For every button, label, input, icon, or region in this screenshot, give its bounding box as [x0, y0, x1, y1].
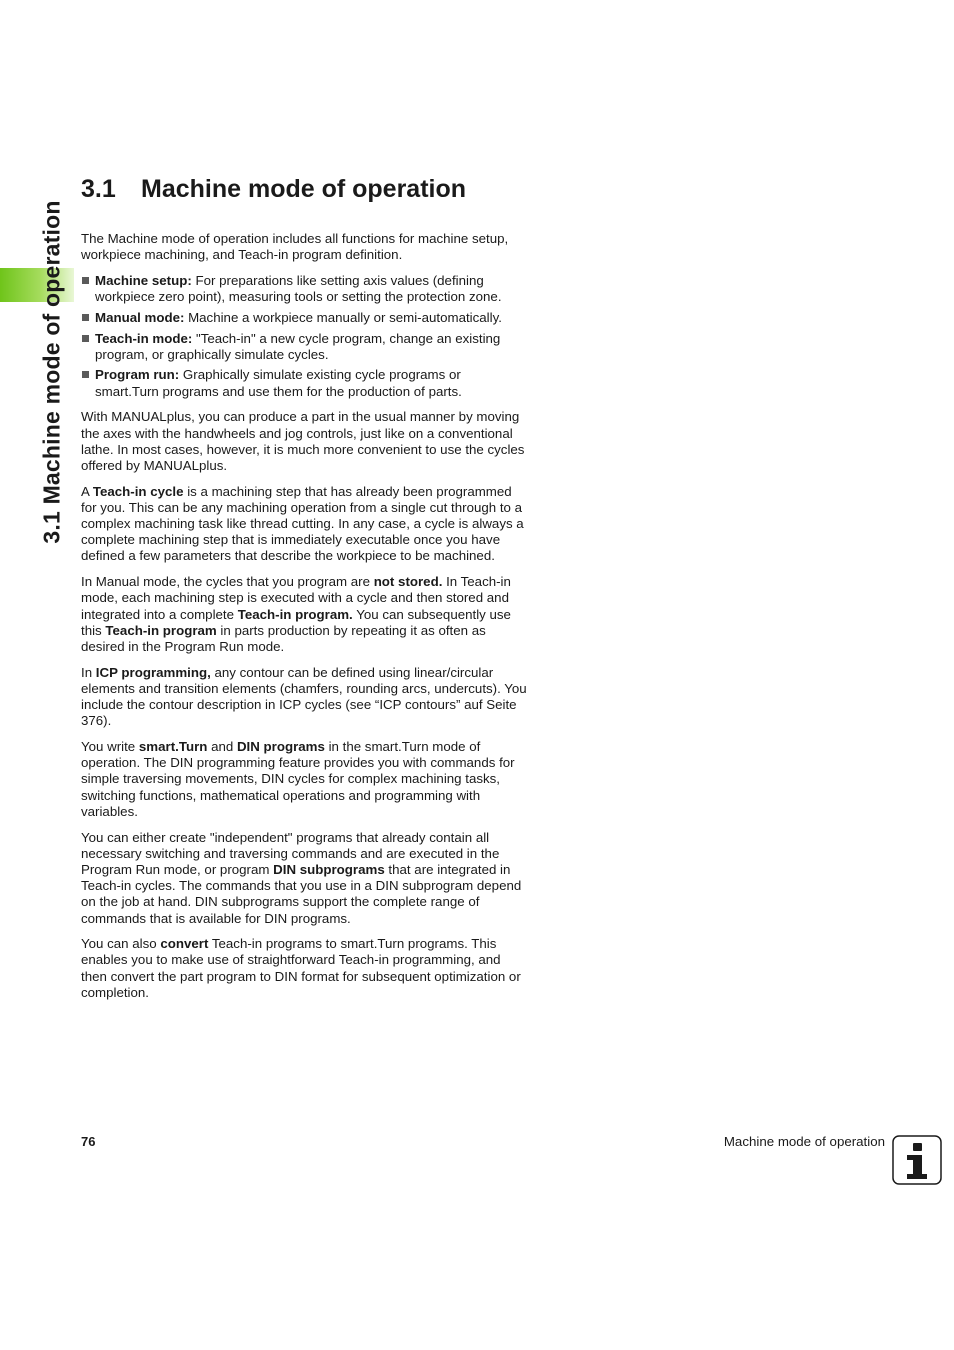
text-run: A — [81, 483, 93, 499]
square-bullet-icon — [82, 371, 89, 378]
footer-section-title: Machine mode of operation — [723, 1134, 885, 1149]
list-item-text: Machine a workpiece manually or semi-automatically. — [184, 309, 502, 325]
square-bullet-icon — [82, 277, 89, 284]
bold-term: DIN subprograms — [273, 861, 385, 877]
text-run: in parts production by repeating it as often as desired in the Program Run mode. — [81, 622, 486, 654]
list-item-label: Program run: — [95, 367, 180, 383]
paragraph-smart-turn — [81, 739, 527, 820]
paragraph-convert — [81, 936, 527, 1001]
section-number: 3.1 — [81, 175, 116, 203]
text-run: in the smart.Turn mode of operation. The DIN programming feature provides you with commands for simple traversing movements, DIN cycles for complex machining tasks, switching functions, mathematical operations and programming with variables. — [81, 738, 515, 819]
text-run: that are integrated in Teach-in cycles. The commands that you use in a DIN subprogram depend on the job at hand. DIN subprograms support the complete range of commands that is available for DIN programs. — [81, 861, 522, 926]
list-item-text: "Teach-in" a new cycle program, change an existing program, or graphically simulate cycles. — [95, 330, 501, 362]
list-item-program-run — [81, 367, 527, 399]
list-item-teach-in-mode — [81, 331, 527, 363]
paragraph-not-stored — [81, 574, 527, 655]
text-run: any contour can be defined using linear/circular elements and transition elements (chamfers, rounding arcs, undercuts). You include the contour description in ICP cycles (see “ICP contours” auf Seite 376). — [81, 664, 527, 729]
list-item-label: Machine setup: — [95, 272, 192, 288]
list-item-machine-setup — [81, 273, 527, 305]
text-run: In — [81, 664, 96, 680]
list-item-label: Manual mode: — [95, 309, 185, 325]
page-number: 76 — [81, 1134, 96, 1149]
info-icon — [892, 1135, 942, 1185]
paragraph-independent-programs — [81, 830, 527, 927]
paragraph-manualplus: With MANUALplus, you can produce a part in the usual manner by moving the axes with the handwheels and jog controls, just like on a conventional lathe. In most cases, however, it is much more convenient to use the cycles offered by MANUALplus. — [81, 409, 525, 473]
paragraph-teach-in-cycle — [81, 484, 527, 565]
bold-term: Teach-in program. — [237, 606, 353, 622]
text-run: You can subsequently use this — [81, 606, 511, 638]
bold-term: DIN programs — [236, 738, 325, 754]
bold-term: Teach-in cycle — [92, 483, 184, 499]
list-item-label: Teach-in mode: — [95, 330, 193, 346]
text-run: Teach-in programs to smart.Turn programs. This enables you to make use of straightforward Teach-in programming, and then convert the part program to DIN format for subsequent optimization or completion. — [81, 936, 521, 1000]
text-run: In Manual mode, the cycles that you program are — [81, 574, 374, 590]
list-item-text: For preparations like setting axis values (defining workpiece zero point), measuring tools or setting the protection zone. — [95, 272, 502, 305]
bold-term: smart.Turn — [138, 738, 208, 754]
paragraph-icp — [81, 665, 527, 730]
mode-list — [81, 273, 527, 400]
bold-term: not stored. — [373, 574, 443, 590]
section-title: Machine mode of operation — [141, 175, 467, 203]
square-bullet-icon — [82, 335, 89, 342]
chapter-side-title-text: 3.1 Machine mode of operation — [38, 200, 65, 544]
text-run: You write — [81, 738, 139, 754]
text-run: In Teach-in mode, each machining step is executed with a cycle and then stored and integrated into a complete — [81, 574, 511, 622]
text-run: and — [207, 738, 237, 754]
main-content — [81, 231, 527, 1011]
bold-term: convert — [160, 936, 209, 952]
text-run: You can either create "independent" programs that already contain all necessary switching and traversing commands and are executed in the Program Run mode, or program — [81, 829, 500, 877]
square-bullet-icon — [82, 314, 89, 321]
list-item-text: Graphically simulate existing cycle programs or smart.Turn programs and use them for the production of parts. — [95, 367, 462, 399]
bold-term: Teach-in program — [105, 622, 217, 638]
intro-paragraph: The Machine mode of operation includes all functions for machine setup, workpiece machining, and Teach-in program definition. — [81, 231, 509, 263]
bold-term: ICP programming, — [95, 664, 211, 680]
text-run: is a machining step that has already been programmed for you. This can be any machining operation from a single cut through to a complex machining task like thread cutting. In any case, a cycle is always a complete machining step that is immediately executable once you have defined a few parameters that describe the workpiece to be machined. — [81, 483, 524, 564]
list-item-manual-mode — [81, 310, 527, 326]
page-heading — [81, 175, 466, 204]
text-run: You can also — [81, 936, 161, 952]
